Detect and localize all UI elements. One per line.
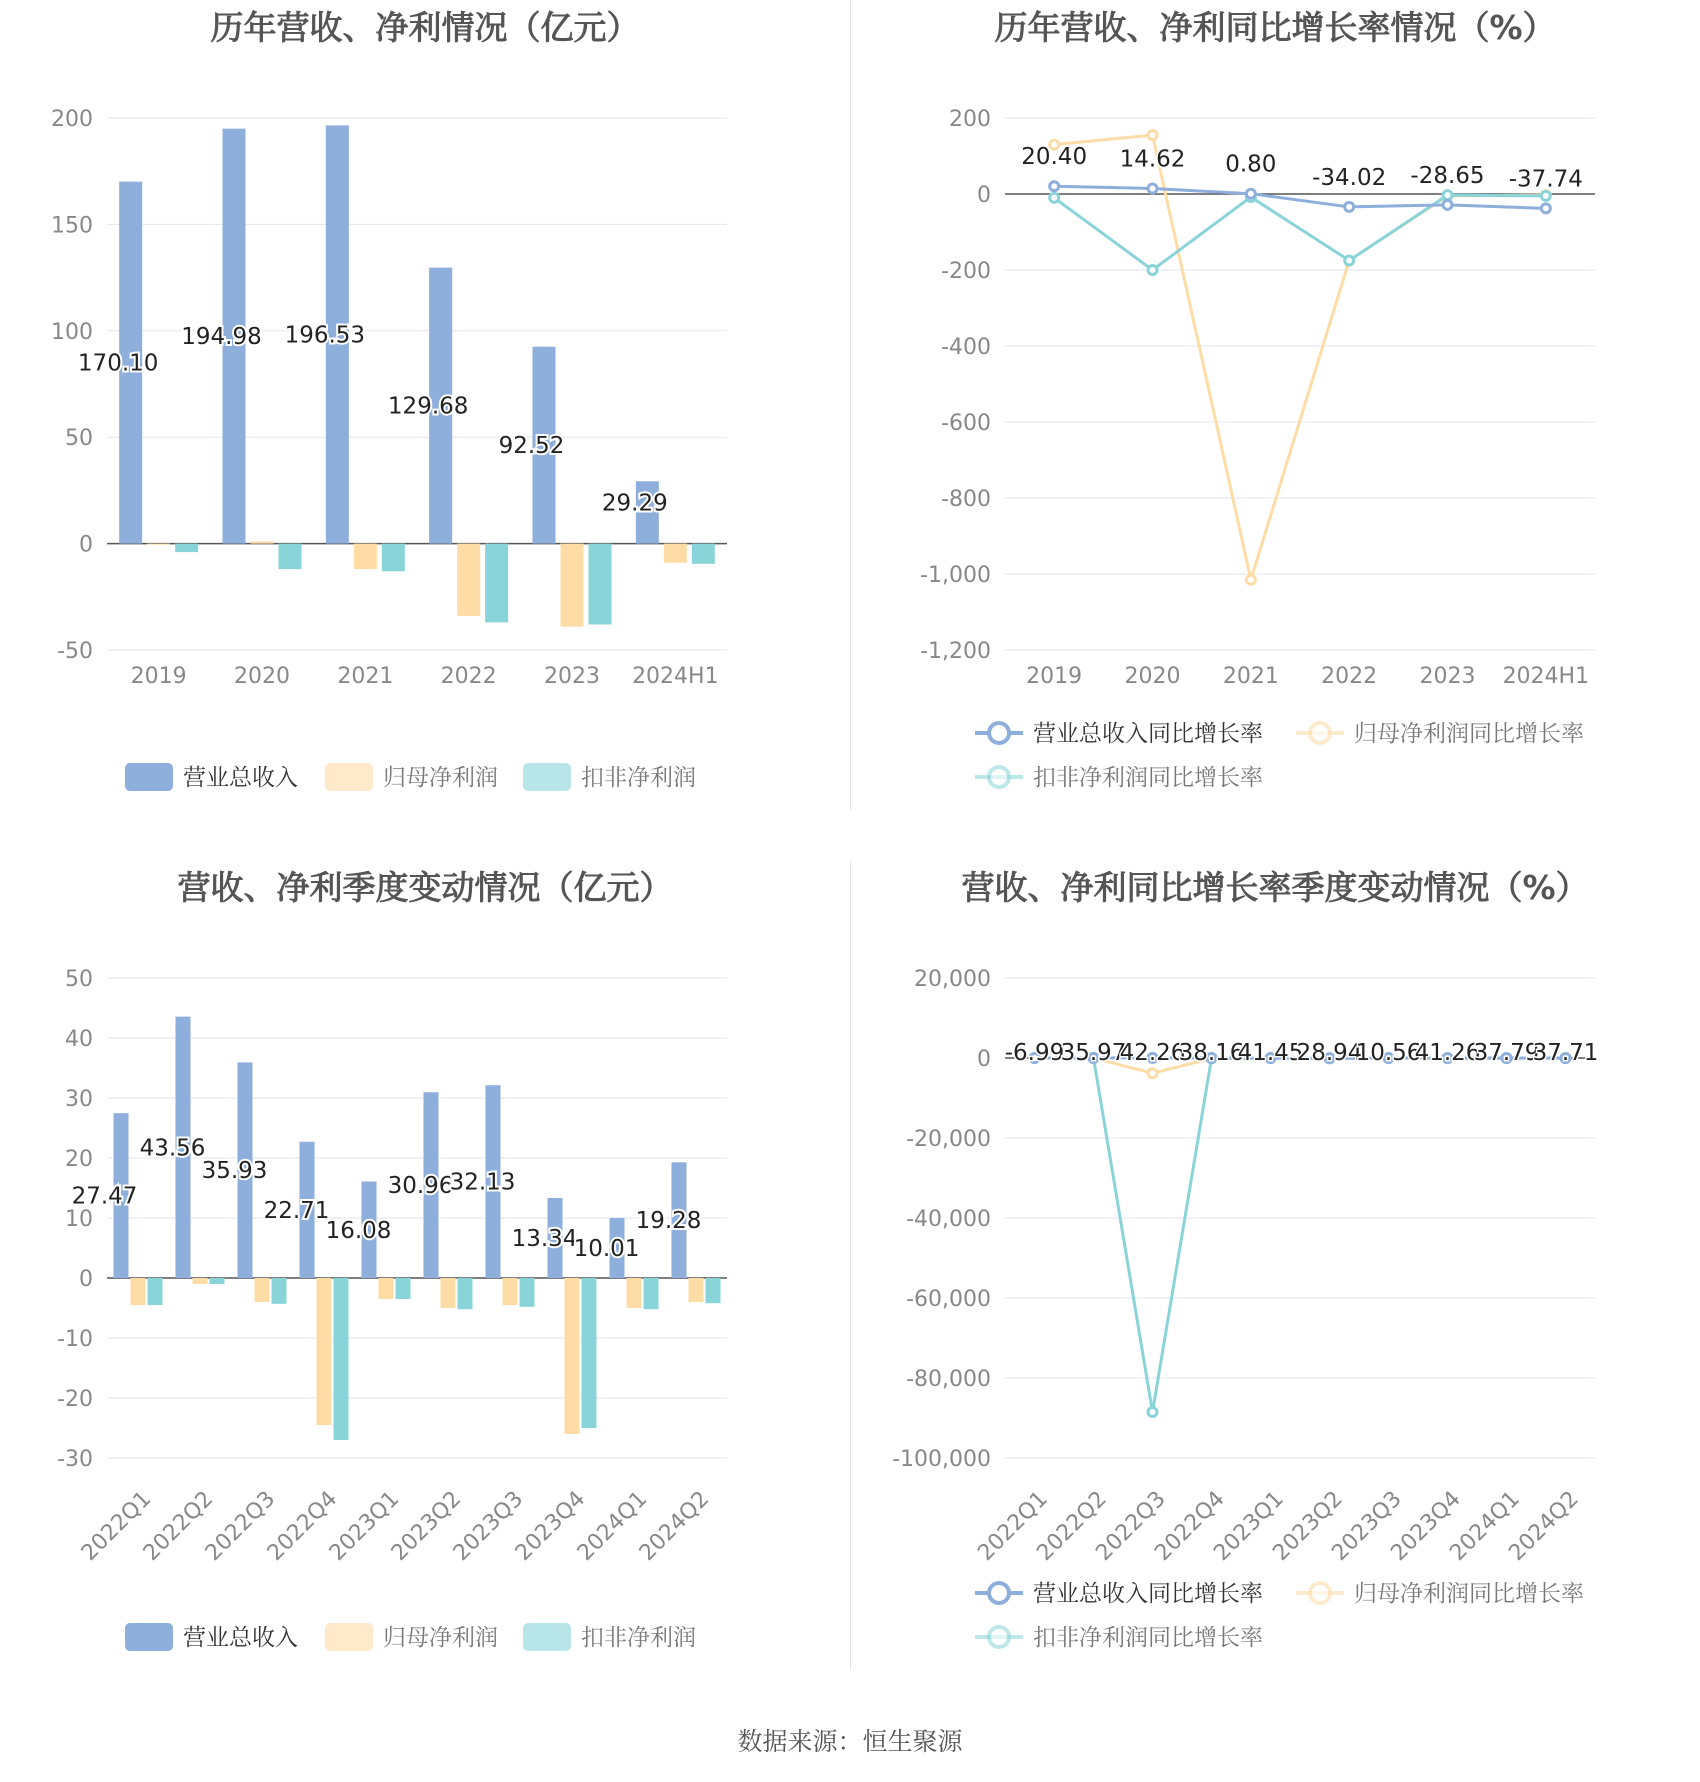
bar-parent-profit [131,1278,146,1305]
data-label: -6.99 [1004,1040,1065,1066]
bar-parent-profit [147,544,170,545]
y-tick-label: 50 [65,426,93,452]
chart-title: 营收、净利季度变动情况（亿元） [177,868,673,907]
x-tick-label: 2024Q1 [572,1486,653,1566]
y-tick-label: -800 [941,487,991,512]
legend-swatch [523,1623,571,1651]
data-point [1246,189,1255,198]
x-tick-label: 2022Q4 [1150,1486,1230,1566]
bar-nonrec-profit [210,1278,225,1284]
data-label: 28.94 [1296,1040,1363,1066]
legend-circle-marker [989,767,1009,787]
y-tick-label: -20 [57,1387,93,1412]
data-point [1246,575,1255,584]
x-tick-label: 2021 [337,664,394,689]
bar-nonrec-profit [692,544,715,564]
data-label: -37.74 [1508,166,1583,193]
x-tick-label: 2022Q3 [200,1486,281,1566]
bar-parent-profit [664,544,687,563]
annual-growth-line-chart [850,0,1700,860]
x-tick-label: 2019 [1026,664,1083,689]
y-tick-label: -50 [57,639,93,664]
x-tick-label: 2023Q3 [1327,1486,1407,1566]
y-tick-label: 100 [51,319,93,345]
x-tick-label: 2023 [544,664,600,689]
legend-label: 归母净利润 [383,765,498,791]
y-tick-label: 150 [51,213,93,239]
legend-label: 扣非净利润同比增长率 [1033,1625,1263,1651]
legend-label: 营业总收入 [183,1625,298,1651]
y-tick-label: -40,000 [906,1207,991,1232]
data-label: 129.68 [387,393,469,420]
x-tick-label: 2023Q1 [1209,1486,1289,1566]
bar-parent-profit [689,1278,704,1302]
data-label: 35.93 [201,1158,268,1185]
chart-title: 历年营收、净利情况（亿元） [210,8,640,47]
y-tick-label: -1,200 [920,639,991,664]
bar-parent-profit [627,1278,642,1308]
bar-parent-profit [565,1278,580,1434]
x-tick-label: 2022Q1 [76,1486,157,1566]
annual-bar-chart [0,0,850,860]
y-tick-label: 0 [79,532,93,558]
x-tick-label: 2024Q1 [1445,1486,1525,1566]
chart-title: 营收、净利同比增长率季度变动情况（%） [961,868,1589,907]
chart-title: 历年营收、净利同比增长率情况（%） [994,8,1556,47]
data-label: -28.65 [1410,162,1485,189]
legend-circle-marker [989,1627,1009,1647]
bar-nonrec-profit [520,1278,535,1307]
quarterly-bar-chart [0,860,850,1720]
legend-swatch [125,763,173,791]
x-tick-label: 2023 [1419,664,1476,689]
data-point [1345,256,1354,265]
x-tick-label: 2020 [1124,664,1181,689]
legend-label: 营业总收入同比增长率 [1033,1581,1263,1607]
data-point [1443,191,1452,200]
annual-bar-chart-panel [0,0,850,860]
y-tick-label: -100,000 [892,1447,991,1472]
x-tick-label: 2023Q2 [386,1486,467,1566]
data-label: 35.97 [1060,1040,1127,1066]
legend-label: 营业总收入同比增长率 [1033,721,1263,747]
y-tick-label: -1,000 [920,563,991,588]
data-label: 37.71 [1532,1040,1599,1066]
legend-swatch [325,763,373,791]
y-tick-label: -80,000 [906,1367,991,1392]
legend-label: 归母净利润同比增长率 [1354,1581,1584,1607]
legend-circle-marker [989,1583,1009,1603]
data-label: 32.13 [449,1169,516,1196]
data-point [1050,193,1059,202]
bar-nonrec-profit [272,1278,287,1304]
x-tick-label: 2022Q2 [138,1486,219,1566]
annual-growth-chart-panel [850,0,1700,860]
data-point [1443,200,1452,209]
x-tick-label: 2020 [234,664,290,689]
bar-nonrec-profit [334,1278,349,1440]
data-label: 10.56 [1355,1040,1422,1066]
y-tick-label: -600 [941,411,991,436]
legend-label: 扣非净利润 [581,765,696,791]
legend-label: 营业总收入 [183,765,298,791]
bar-parent-profit [457,544,480,616]
data-source-note: 数据来源：恒生聚源 [737,1727,963,1756]
x-tick-label: 2022Q3 [1091,1486,1171,1566]
data-label: 0.80 [1225,151,1277,178]
y-tick-label: -400 [941,335,991,360]
bar-nonrec-profit [706,1278,721,1303]
legend-label: 归母净利润同比增长率 [1354,721,1584,747]
data-point [1148,1408,1157,1417]
data-label: 42.26 [1119,1040,1186,1066]
bar-parent-profit [193,1278,208,1284]
quarterly-bar-chart-panel [0,860,850,1720]
bar-parent-profit [379,1278,394,1299]
data-label: 19.28 [635,1208,702,1235]
x-tick-label: 2024H1 [632,664,719,689]
y-tick-label: -20,000 [906,1127,991,1152]
x-tick-label: 2019 [130,664,187,689]
y-tick-label: -60,000 [906,1287,991,1312]
x-tick-label: 2023Q3 [448,1486,529,1566]
data-point [1541,204,1550,213]
legend-label: 归母净利润 [383,1625,498,1651]
data-label: 196.53 [284,322,366,349]
bar-nonrec-profit [382,544,405,572]
x-tick-label: 2023Q2 [1268,1486,1348,1566]
x-tick-label: 2024Q2 [634,1486,715,1566]
x-tick-label: 2022Q4 [262,1486,343,1566]
quarterly-growth-line-chart [850,860,1700,1720]
data-label: 10.01 [573,1235,640,1262]
series-line-nonrec-profit-growth [1035,1058,1566,1412]
bar-nonrec-profit [485,544,508,623]
y-tick-label: -30 [57,1447,93,1472]
series-line-revenue-growth [1054,186,1546,208]
legend-label: 扣非净利润 [581,1625,696,1651]
data-label: 29.29 [601,490,668,517]
y-tick-label: 50 [65,967,93,992]
data-point [1148,266,1157,275]
data-label: 37.79 [1473,1040,1540,1066]
x-tick-label: 2022Q1 [973,1486,1053,1566]
bar-parent-profit [255,1278,270,1302]
data-point [1050,182,1059,191]
legend-swatch [325,1623,373,1651]
data-label: 170.10 [77,350,159,377]
quarterly-growth-chart-panel [850,860,1700,1720]
legend-circle-marker [1310,723,1330,743]
y-tick-label: 200 [51,107,93,132]
data-label: 30.96 [387,1173,454,1200]
x-tick-label: 2022 [440,664,497,689]
bar-nonrec-profit [148,1278,163,1305]
data-label: 20.40 [1021,144,1088,171]
y-tick-label: 0 [977,183,991,208]
y-tick-label: 40 [65,1027,93,1052]
bar-parent-profit [354,544,377,570]
x-tick-label: 2024Q2 [1504,1486,1584,1566]
bar-parent-profit [503,1278,518,1305]
bar-parent-profit [441,1278,456,1308]
data-label: 92.52 [498,433,565,460]
data-label: 13.34 [511,1225,578,1252]
y-tick-label: -10 [57,1327,93,1352]
data-label: -34.02 [1312,164,1387,191]
x-tick-label: 2022Q2 [1032,1486,1112,1566]
data-point [1148,184,1157,193]
data-point [1148,1069,1157,1078]
bar-nonrec-profit [175,544,198,553]
legend-swatch [523,763,571,791]
bar-nonrec-profit [582,1278,597,1428]
x-tick-label: 2023Q4 [510,1486,591,1566]
bar-nonrec-profit [279,544,302,570]
x-tick-label: 2021 [1222,664,1279,689]
data-label: 41.26 [1414,1040,1481,1066]
data-point [1541,191,1550,200]
bar-parent-profit [317,1278,332,1425]
legend-swatch [125,1623,173,1651]
bar-parent-profit [251,541,274,543]
legend-label: 扣非净利润同比增长率 [1033,765,1263,791]
bar-nonrec-profit [644,1278,659,1309]
data-label: 27.47 [71,1183,138,1210]
y-tick-label: 30 [65,1087,93,1112]
bar-nonrec-profit [396,1278,411,1299]
data-label: 22.71 [263,1197,330,1224]
x-tick-label: 2023Q1 [324,1486,405,1566]
bar-nonrec-profit [589,544,612,625]
data-label: 43.56 [139,1135,206,1162]
bar-parent-profit [561,544,584,627]
data-label: 194.98 [181,324,262,351]
data-label: 14.62 [1119,146,1186,173]
y-tick-label: 20,000 [914,967,991,992]
vertical-divider [850,860,851,1670]
vertical-divider [850,0,851,810]
y-tick-label: 10 [65,1207,93,1232]
bar-nonrec-profit [458,1278,473,1309]
y-tick-label: 200 [949,107,991,132]
legend-circle-marker [1310,1583,1330,1603]
x-tick-label: 2023Q4 [1386,1486,1466,1566]
y-tick-label: 0 [79,1267,93,1292]
data-label: 41.45 [1237,1040,1304,1066]
data-label: 38.16 [1178,1040,1245,1066]
x-tick-label: 2022 [1321,664,1378,689]
x-tick-label: 2024H1 [1502,664,1590,689]
y-tick-label: -200 [941,259,991,284]
legend-circle-marker [989,723,1009,743]
y-tick-label: 20 [65,1147,93,1172]
data-point [1345,202,1354,211]
data-point [1148,131,1157,140]
data-label: 16.08 [325,1217,392,1244]
y-tick-label: 0 [977,1047,991,1072]
